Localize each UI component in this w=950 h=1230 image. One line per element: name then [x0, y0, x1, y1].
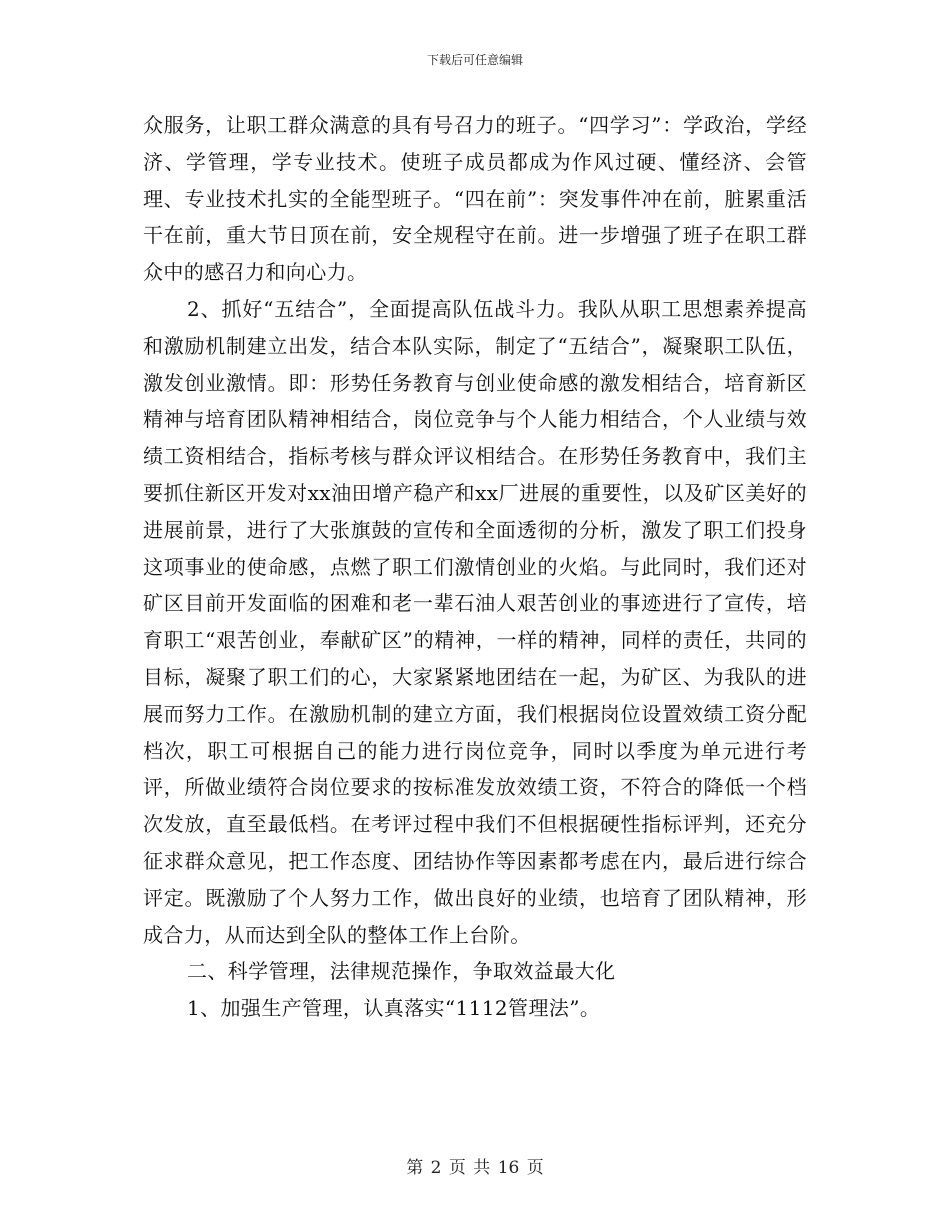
page-number: 第 2 页 共 16 页 [406, 1158, 544, 1178]
page-footer [0, 1157, 950, 1179]
subsection-heading-production-management: 1、加强生产管理，认真落实“1112管理法”。 [187, 996, 601, 1021]
section-heading-scientific-management: 二、科学管理，法律规范操作，争取效益最大化 [187, 959, 616, 984]
download-edit-note: 下载后可任意编辑 [426, 53, 523, 67]
paragraph-five-combinations: 2、抓好“五结合”，全面提高队伍战斗力。我队从职工思想素养提高和激励机制建立出发，结合本队实际，制定了“五结合”，凝聚职工队伍，激发创业激情。即：形势任务教育与创业使命感的激发相结合，培育新区精神与培育团队精神相结合，岗位竞争与个人能力相结合，个人业绩与效绩工资相结合，指标考核与群众评议相结合。在形势任务教育中，我们主要抓住新区开发对xx油田增产稳产和xx厂进展的重要性，以及矿区美好的进展前景，进行了大张旗鼓的宣传和全面透彻的分析，激发了职工们投身这项事业的使命感，点燃了职工们激情创业的火焰。与此同时，我们还对矿区目前开发面临的困难和老一辈石油人艰苦创业的事迹进行了宣传，培育职工“艰苦创业，奉献矿区”的精神，一样的精神，同样的责任，共同的目标，凝聚了职工们的心，大家紧紧地团结在一起，为矿区、为我队的进展而努力工作。在激励机制的建立方面，我们根据岗位设置效绩工资分配档次，职工可根据自己的能力进行岗位竞争，同时以季度为单元进行考评，所做业绩符合岗位要求的按标准发放效绩工资，不符合的降低一个档次发放，直至最低档。在考评过程中我们不但根据硬性指标评判，还充分征求群众意见，把工作态度、团结协作等因素都考虑在内，最后进行综合评定。既激励了个人努力工作，做出良好的业绩，也培育了团队精神，形成合力，从而达到全队的整体工作上台阶。 [143, 296, 807, 947]
document-body [143, 107, 807, 1027]
page-header [0, 52, 950, 68]
paragraph-continuation: 众服务，让职工群众满意的具有号召力的班子。“四学习”：学政治，学经济、学管理，学专业技术。使班子成员都成为作风过硬、懂经济、会管理、专业技术扎实的全能型班子。“四在前”：突发事件冲在前，脏累重活干在前，重大节日顶在前，安全规程守在前。进一步增强了班子在职工群众中的感召力和向心力。 [143, 113, 807, 285]
